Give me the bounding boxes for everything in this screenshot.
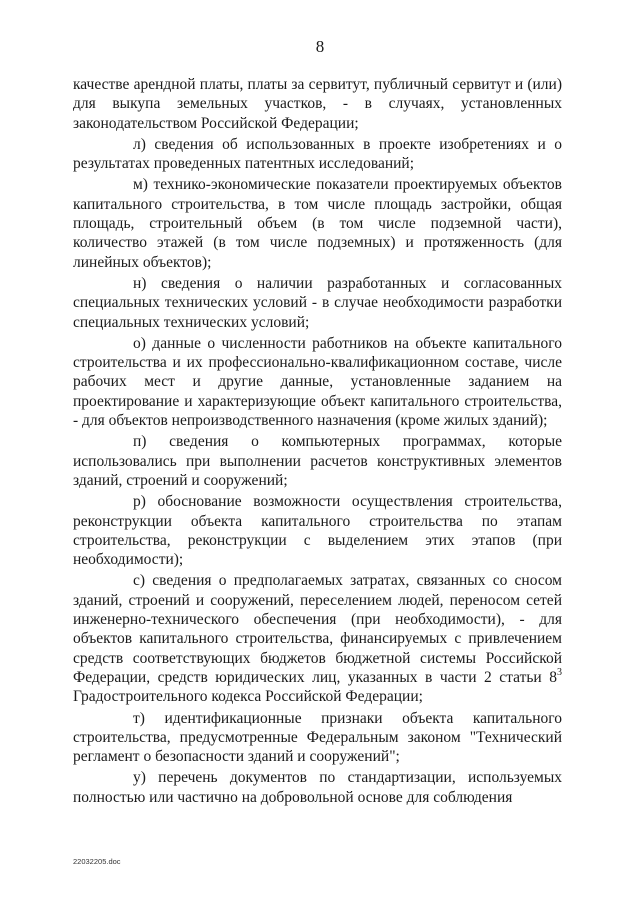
footer-file-code: 22032205.doc bbox=[73, 857, 121, 866]
paragraph-t: т) идентификационные признаки объекта капитального строительства, предусмотренные Федеральным законом "Технический регламент о безопасности зданий и сооружений"; bbox=[73, 709, 562, 766]
document-body bbox=[73, 75, 562, 807]
paragraph-m: м) технико-экономические показатели проектируемых объектов капитального строительства, в том числе площадь застройки, общая площадь, строительный объем (в том числе подземной части), количество этажей (в том числе подземных) и протяженность (для линейных объектов); bbox=[73, 176, 562, 271]
paragraph-u: у) перечень документов по стандартизации, используемых полностью или частично на добровольной основе для соблюдения bbox=[73, 769, 562, 806]
paragraph-l: л) сведения об использованных в проекте изобретениях и о результатах проведенных патентных исследований; bbox=[73, 135, 562, 173]
paragraph-o: о) данные о численности работников на объекте капитального строительства и их профессионально-квалификационном составе, числе рабочих мест и другие данные, установленные заданием на проектирование и характеризующие объект капитального строительства, - для объектов непроизводственного назначения (кроме жилых зданий); bbox=[73, 334, 562, 430]
paragraph-s-text-end: Градостроительного кодекса Российской Федерации; bbox=[73, 688, 423, 706]
article-superscript: 3 bbox=[557, 666, 562, 678]
paragraph-p: п) сведения о компьютерных программах, которые использовались при выполнении расчетов конструктивных элементов зданий, строений и сооружений; bbox=[73, 433, 562, 489]
paragraph-k-continuation: качестве арендной платы, платы за сервитут, публичный сервитут и (или) для выкупа земельных участков, - в случаях, установленных законодательством Российской Федерации; bbox=[73, 76, 562, 132]
paragraph-s bbox=[73, 571, 562, 706]
page-number: 8 bbox=[315, 37, 325, 56]
paragraph-s-text: с) сведения о предполагаемых затратах, связанных со сносом зданий, строений и сооружений, переселением людей, переносом сетей инженерно-технического обеспечения (при необходимости), - для объектов капитального строительства, финансируемых с привлечением средств соответствующих бюджетов бюджетной системы Российской Федерации, средств юридических лиц, указанных в части 2 статьи 8 bbox=[73, 572, 562, 686]
paragraph-r: р) обоснование возможности осуществления строительства, реконструкции объекта капитального строительства по этапам строительства, реконструкции с выделением этих этапов (при необходимости); bbox=[73, 493, 562, 569]
paragraph-n: н) сведения о наличии разработанных и согласованных специальных технических условий - в случае необходимости разработки специальных технических условий; bbox=[73, 274, 562, 331]
